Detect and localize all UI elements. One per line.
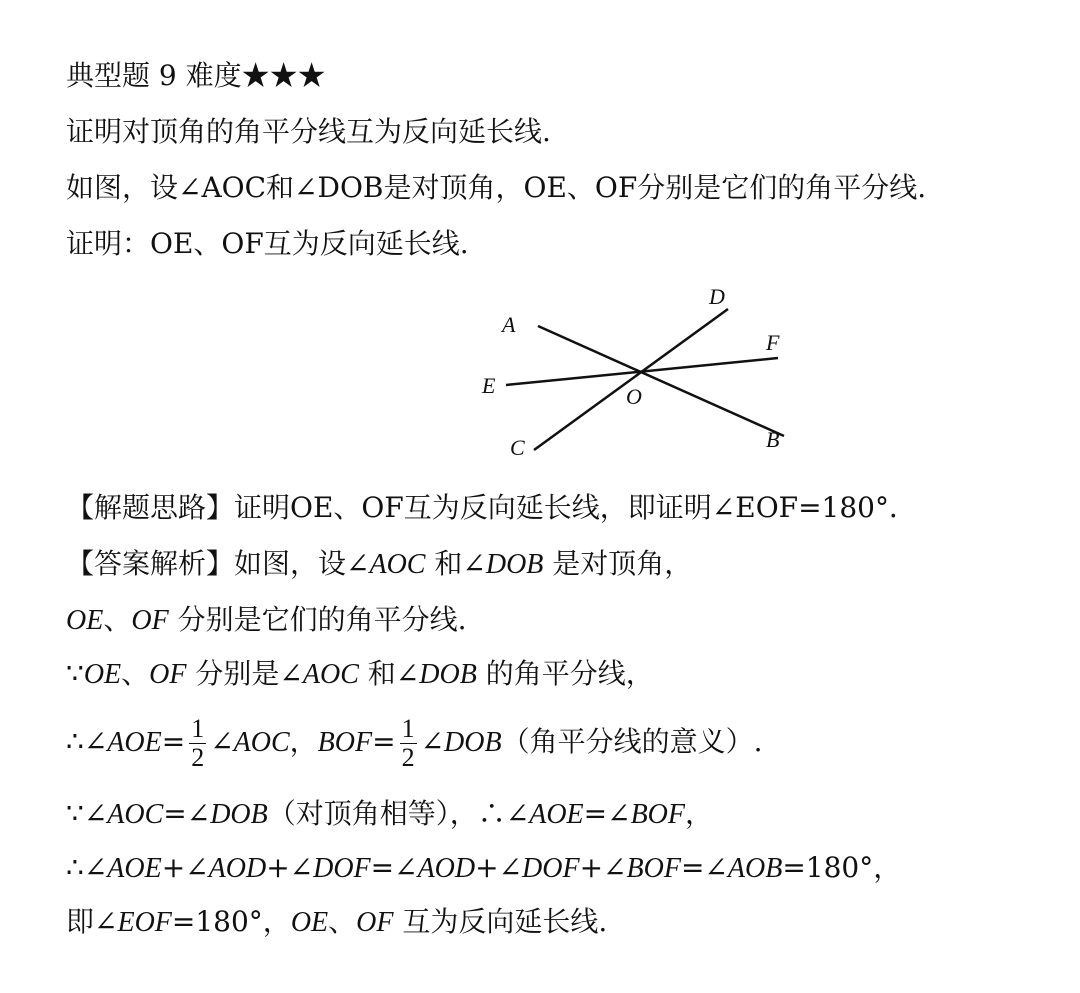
text: 和∠ — [358, 657, 420, 690]
problem-line-2: 如图，设∠AOC和∠DOB是对顶角，OE、OF分别是它们的角平分线. — [66, 171, 927, 204]
label-B: B — [766, 427, 780, 452]
answer-line-6 — [66, 850, 901, 887]
fraction-denominator: 2 — [191, 743, 205, 772]
text: = — [161, 725, 186, 758]
difficulty-stars: ★★★ — [241, 59, 326, 92]
text: 、 — [121, 657, 150, 690]
math: OF — [149, 659, 187, 690]
label-O: O — [626, 384, 642, 409]
math: AOE — [107, 853, 162, 884]
fraction-denominator: 2 — [401, 743, 415, 772]
geometry-figure — [0, 280, 1080, 480]
label-F: F — [766, 330, 780, 355]
text: 的角平分线， — [476, 657, 654, 690]
math: AOE — [529, 799, 584, 830]
fraction-numerator: 1 — [191, 714, 205, 743]
math: EOF — [117, 907, 172, 938]
math: AOC — [369, 549, 426, 580]
text: ∵∠ — [66, 797, 108, 830]
text: ， — [289, 725, 318, 758]
problem-header — [66, 58, 326, 94]
because-symbol: ∵ — [66, 657, 84, 690]
math: AOD — [417, 853, 476, 884]
math: DOB — [444, 727, 502, 758]
label-A: A — [502, 312, 516, 337]
math: BOF — [317, 727, 373, 758]
math: OE — [83, 659, 122, 690]
text: = — [372, 725, 396, 758]
answer-tag: 【答案解析】 — [66, 547, 235, 580]
text: 、 — [328, 905, 357, 938]
answer-line-4 — [66, 712, 763, 773]
text: （对顶角相等），∴∠ — [267, 797, 530, 830]
hint-line — [66, 490, 917, 526]
math: DOF — [522, 853, 580, 884]
answer-line-1 — [66, 546, 692, 583]
math: BOF — [630, 799, 686, 830]
math: AOD — [208, 853, 267, 884]
math: OF — [131, 605, 169, 636]
math: AOC — [107, 799, 164, 830]
text: 互为反向延长线. — [393, 905, 608, 938]
fraction-half — [189, 715, 206, 772]
answer-line-5 — [66, 796, 713, 833]
ray-OE-OF — [506, 358, 778, 385]
text: =∠ — [680, 851, 728, 884]
text: 分别是∠ — [186, 657, 303, 690]
text: +∠ — [161, 851, 209, 884]
text: ， — [685, 797, 714, 830]
hint-tag: 【解题思路】 — [66, 491, 235, 524]
math: OF — [356, 907, 394, 938]
math: DOB — [210, 799, 268, 830]
fraction-half — [400, 715, 417, 772]
math: DOF — [313, 853, 371, 884]
text: 即∠ — [66, 905, 118, 938]
math: DOB — [485, 549, 544, 580]
label-C: C — [510, 435, 525, 460]
problem-line-1: 证明对顶角的角平分线互为反向延长线. — [66, 115, 551, 148]
label-E: E — [482, 373, 496, 398]
math: AOC — [302, 659, 359, 690]
text: =180°， — [782, 851, 902, 884]
problem-line-3: 证明：OE、OF互为反向延长线. — [66, 227, 469, 260]
text: +∠ — [475, 851, 523, 884]
text: ∠ — [420, 725, 445, 758]
problem-title: 典型题 9 难度 — [66, 59, 242, 92]
math: BOF — [626, 853, 681, 884]
math: AOC — [233, 727, 290, 758]
text: 如图，设∠ — [234, 547, 370, 580]
math: AOB — [727, 853, 783, 884]
text: 、 — [103, 603, 132, 636]
math: DOB — [419, 659, 477, 690]
label-D: D — [709, 284, 725, 309]
text: =∠ — [583, 797, 631, 830]
math: OE — [290, 907, 329, 938]
text: =∠ — [163, 797, 211, 830]
text: （角平分线的意义）. — [501, 725, 763, 758]
math: AOE — [107, 727, 162, 758]
therefore-symbol: ∴∠ — [66, 725, 108, 758]
math: OE — [66, 605, 104, 636]
text: +∠ — [266, 851, 314, 884]
text: +∠ — [579, 851, 627, 884]
fraction-numerator: 1 — [401, 714, 415, 743]
text: =∠ — [370, 851, 418, 884]
text: 和∠ — [425, 547, 486, 580]
text: ∴∠ — [66, 851, 108, 884]
answer-line-2 — [66, 602, 466, 639]
text: ∠ — [210, 725, 234, 758]
answer-line-3 — [66, 656, 654, 693]
text: 分别是它们的角平分线. — [168, 603, 467, 636]
answer-line-7 — [66, 904, 607, 941]
text: 是对顶角， — [543, 547, 693, 580]
text: =180°， — [171, 905, 291, 938]
hint-text: 证明OE、OF互为反向延长线，即证明∠EOF=180°． — [234, 491, 917, 524]
